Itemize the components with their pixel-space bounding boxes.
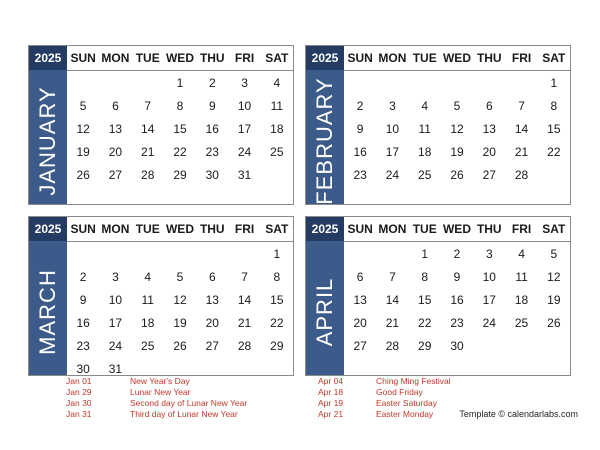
day-cell: 19 xyxy=(450,144,464,159)
weekday-header: WED xyxy=(164,46,196,71)
day-cell: 6 xyxy=(356,269,364,284)
month-sidebar xyxy=(306,217,344,375)
day-cell: 3 xyxy=(485,246,493,261)
weekday-header: TUE xyxy=(132,46,164,71)
day-cell: 28 xyxy=(237,338,252,353)
day-cell: 13 xyxy=(482,121,496,136)
weekday-header: SUN xyxy=(344,217,376,242)
weekday-header: FRI xyxy=(505,46,537,71)
day-cell: 6 xyxy=(208,269,216,284)
empty-cell xyxy=(99,242,131,265)
day-cell: 25 xyxy=(514,315,529,330)
day-cell: 16 xyxy=(353,144,367,159)
day-cell: 14 xyxy=(237,292,252,307)
month-name: APRIL xyxy=(312,277,337,347)
day-cell: 15 xyxy=(270,292,284,307)
day-cell: 21 xyxy=(237,315,252,330)
holiday-name: Lunar New Year xyxy=(130,387,191,397)
day-cell: 9 xyxy=(356,121,364,136)
day-cell: 21 xyxy=(141,144,155,159)
empty-cell xyxy=(409,71,441,94)
year-label: 2025 xyxy=(29,46,67,70)
day-cell: 24 xyxy=(237,144,252,159)
holiday-name: Good Friday xyxy=(376,387,423,397)
day-cell: 13 xyxy=(353,292,367,307)
day-cell: 20 xyxy=(205,315,219,330)
day-cell: 23 xyxy=(76,338,90,353)
day-cell: 26 xyxy=(547,315,561,330)
day-cell: 8 xyxy=(550,98,558,113)
day-cell: 20 xyxy=(482,144,496,159)
weekday-header: THU xyxy=(196,217,228,242)
day-cell: 2 xyxy=(79,269,87,284)
day-cell: 28 xyxy=(514,167,529,182)
day-cell: 9 xyxy=(79,292,87,307)
day-cell: 6 xyxy=(112,98,119,113)
day-cell: 18 xyxy=(270,121,284,136)
weekday-header: SUN xyxy=(67,217,99,242)
empty-cell xyxy=(441,71,473,94)
weekday-header: MON xyxy=(376,217,408,242)
weekday-header: TUE xyxy=(409,46,441,71)
day-cell: 5 xyxy=(79,98,87,113)
day-cell: 17 xyxy=(482,292,496,307)
day-cell: 27 xyxy=(108,167,123,182)
day-cell: 16 xyxy=(76,315,90,330)
day-cell: 8 xyxy=(176,98,184,113)
empty-cell xyxy=(505,71,537,94)
year-label: 2025 xyxy=(306,217,344,241)
holiday-date: Jan 29 xyxy=(66,387,92,397)
day-cell: 20 xyxy=(108,144,123,159)
year-label: 2025 xyxy=(29,217,67,241)
day-cell: 24 xyxy=(385,167,400,182)
weekday-header: FRI xyxy=(228,217,260,242)
weekday-header: SAT xyxy=(538,46,570,71)
day-cell: 15 xyxy=(418,292,432,307)
day-cell: 8 xyxy=(421,269,429,284)
holiday-date: Apr 21 xyxy=(318,409,344,419)
day-cell: 27 xyxy=(353,338,367,353)
holiday-date: Apr 19 xyxy=(318,398,344,408)
weekday-header: MON xyxy=(99,46,131,71)
day-cell: 6 xyxy=(485,98,493,113)
weekday-header: WED xyxy=(441,46,473,71)
day-cell: 2 xyxy=(356,98,364,113)
holiday-date: Jan 31 xyxy=(66,409,92,419)
holiday-name: Ching Ming Festival xyxy=(376,376,451,386)
day-cell: 1 xyxy=(421,246,429,261)
day-cell: 1 xyxy=(176,75,184,90)
holiday-name: Third day of Lunar New Year xyxy=(130,409,238,419)
day-grid xyxy=(67,217,293,380)
day-cell: 3 xyxy=(241,75,248,90)
day-cell: 4 xyxy=(273,75,281,90)
weekday-header: THU xyxy=(473,46,505,71)
day-cell: 10 xyxy=(108,292,123,307)
day-cell: 12 xyxy=(76,121,90,136)
day-cell: 19 xyxy=(173,315,187,330)
holiday-name: Easter Saturday xyxy=(376,398,437,408)
holiday-name: Second day of Lunar New Year xyxy=(130,398,248,408)
day-cell: 1 xyxy=(550,75,558,90)
day-cell: 17 xyxy=(385,144,400,159)
day-cell: 10 xyxy=(482,269,496,284)
day-cell: 23 xyxy=(205,144,219,159)
empty-cell xyxy=(344,71,376,94)
empty-cell xyxy=(473,71,505,94)
day-cell: 27 xyxy=(482,167,496,182)
day-cell: 5 xyxy=(550,246,558,261)
weekday-header: THU xyxy=(196,46,228,71)
day-grid xyxy=(67,46,293,186)
day-cell: 7 xyxy=(241,269,248,284)
day-cell: 26 xyxy=(76,167,90,182)
day-cell: 1 xyxy=(273,246,281,261)
empty-cell xyxy=(132,71,164,94)
day-cell: 2 xyxy=(453,246,461,261)
day-cell: 19 xyxy=(547,292,561,307)
day-cell: 24 xyxy=(482,315,496,330)
day-cell: 7 xyxy=(144,98,152,113)
month-name: MARCH xyxy=(35,269,60,355)
day-cell: 16 xyxy=(205,121,219,136)
day-cell: 21 xyxy=(385,315,400,330)
day-cell: 13 xyxy=(108,121,123,136)
holiday-date: Apr 18 xyxy=(318,387,344,397)
day-cell: 10 xyxy=(237,98,252,113)
day-cell: 22 xyxy=(270,315,284,330)
day-cell: 24 xyxy=(108,338,123,353)
weekday-header: SUN xyxy=(67,46,99,71)
day-cell: 30 xyxy=(205,167,219,182)
day-cell: 28 xyxy=(141,167,155,182)
day-cell: 13 xyxy=(205,292,219,307)
day-cell: 30 xyxy=(450,338,464,353)
day-cell: 14 xyxy=(514,121,529,136)
weekday-header: WED xyxy=(164,217,196,242)
month-name: FEBRUARY xyxy=(312,77,337,205)
day-cell: 12 xyxy=(547,269,561,284)
day-cell: 22 xyxy=(547,144,561,159)
day-cell: 14 xyxy=(385,292,400,307)
empty-cell xyxy=(376,242,408,265)
day-cell: 9 xyxy=(208,98,216,113)
day-cell: 31 xyxy=(108,361,123,376)
day-cell: 16 xyxy=(450,292,464,307)
day-cell: 26 xyxy=(450,167,464,182)
day-cell: 22 xyxy=(418,315,432,330)
day-cell: 8 xyxy=(273,269,281,284)
month-january xyxy=(28,45,294,205)
holiday-name: New Year's Day xyxy=(130,376,190,386)
day-cell: 20 xyxy=(353,315,367,330)
day-grid xyxy=(344,217,570,357)
month-name: JANUARY xyxy=(35,86,60,196)
day-cell: 4 xyxy=(144,269,152,284)
day-cell: 11 xyxy=(515,269,528,284)
day-cell: 19 xyxy=(76,144,90,159)
day-cell: 21 xyxy=(514,144,529,159)
day-cell: 18 xyxy=(418,144,432,159)
holiday-name: Easter Monday xyxy=(376,409,434,419)
month-sidebar xyxy=(29,217,67,375)
month-sidebar xyxy=(29,46,67,204)
empty-cell xyxy=(132,242,164,265)
day-cell: 11 xyxy=(418,121,431,136)
day-cell: 4 xyxy=(518,246,525,261)
month-february xyxy=(305,45,571,205)
year-label: 2025 xyxy=(306,46,344,70)
day-cell: 18 xyxy=(514,292,529,307)
weekday-header: SAT xyxy=(261,46,293,71)
day-cell: 29 xyxy=(418,338,432,353)
day-cell: 10 xyxy=(385,121,400,136)
weekday-header: TUE xyxy=(132,217,164,242)
day-cell: 27 xyxy=(205,338,219,353)
weekday-header: FRI xyxy=(228,46,260,71)
day-cell: 7 xyxy=(389,269,396,284)
weekday-header: SAT xyxy=(538,217,570,242)
holiday-date: Jan 01 xyxy=(66,376,92,386)
weekday-header: MON xyxy=(376,46,408,71)
day-cell: 11 xyxy=(141,292,154,307)
day-cell: 9 xyxy=(453,269,461,284)
day-cell: 5 xyxy=(176,269,184,284)
day-cell: 2 xyxy=(208,75,216,90)
weekday-header: THU xyxy=(473,217,505,242)
weekday-header: SAT xyxy=(261,217,293,242)
day-cell: 23 xyxy=(353,167,367,182)
day-cell: 28 xyxy=(385,338,400,353)
day-cell: 22 xyxy=(173,144,187,159)
month-sidebar xyxy=(306,46,344,204)
day-cell: 29 xyxy=(173,167,187,182)
day-cell: 26 xyxy=(173,338,187,353)
weekday-header: MON xyxy=(99,217,131,242)
day-cell: 29 xyxy=(270,338,284,353)
empty-cell xyxy=(196,242,228,265)
day-cell: 25 xyxy=(418,167,432,182)
weekday-header: WED xyxy=(441,217,473,242)
day-cell: 15 xyxy=(547,121,561,136)
empty-cell xyxy=(67,71,99,94)
day-cell: 7 xyxy=(518,98,525,113)
template-credit: Template © calendarlabs.com xyxy=(459,409,578,419)
day-cell: 3 xyxy=(112,269,119,284)
day-cell: 12 xyxy=(450,121,464,136)
empty-cell xyxy=(376,71,408,94)
holiday-date: Jan 30 xyxy=(66,398,92,408)
holiday-date: Apr 04 xyxy=(318,376,344,386)
day-grid xyxy=(344,46,570,186)
empty-cell xyxy=(67,242,99,265)
day-cell: 17 xyxy=(108,315,123,330)
day-cell: 23 xyxy=(450,315,464,330)
day-cell: 31 xyxy=(237,167,252,182)
day-cell: 11 xyxy=(270,98,284,113)
empty-cell xyxy=(164,242,196,265)
day-cell: 30 xyxy=(76,361,90,376)
empty-cell xyxy=(344,242,376,265)
day-cell: 4 xyxy=(421,98,429,113)
empty-cell xyxy=(99,71,131,94)
day-cell: 17 xyxy=(237,121,252,136)
day-cell: 25 xyxy=(270,144,284,159)
day-cell: 3 xyxy=(389,98,396,113)
day-cell: 18 xyxy=(141,315,155,330)
weekday-header: SUN xyxy=(344,46,376,71)
month-april xyxy=(305,216,571,376)
day-cell: 14 xyxy=(141,121,155,136)
day-cell: 5 xyxy=(453,98,461,113)
weekday-header: TUE xyxy=(409,217,441,242)
day-cell: 15 xyxy=(173,121,187,136)
empty-cell xyxy=(228,242,260,265)
day-cell: 12 xyxy=(173,292,187,307)
month-march xyxy=(28,216,294,376)
day-cell: 25 xyxy=(141,338,155,353)
weekday-header: FRI xyxy=(505,217,537,242)
